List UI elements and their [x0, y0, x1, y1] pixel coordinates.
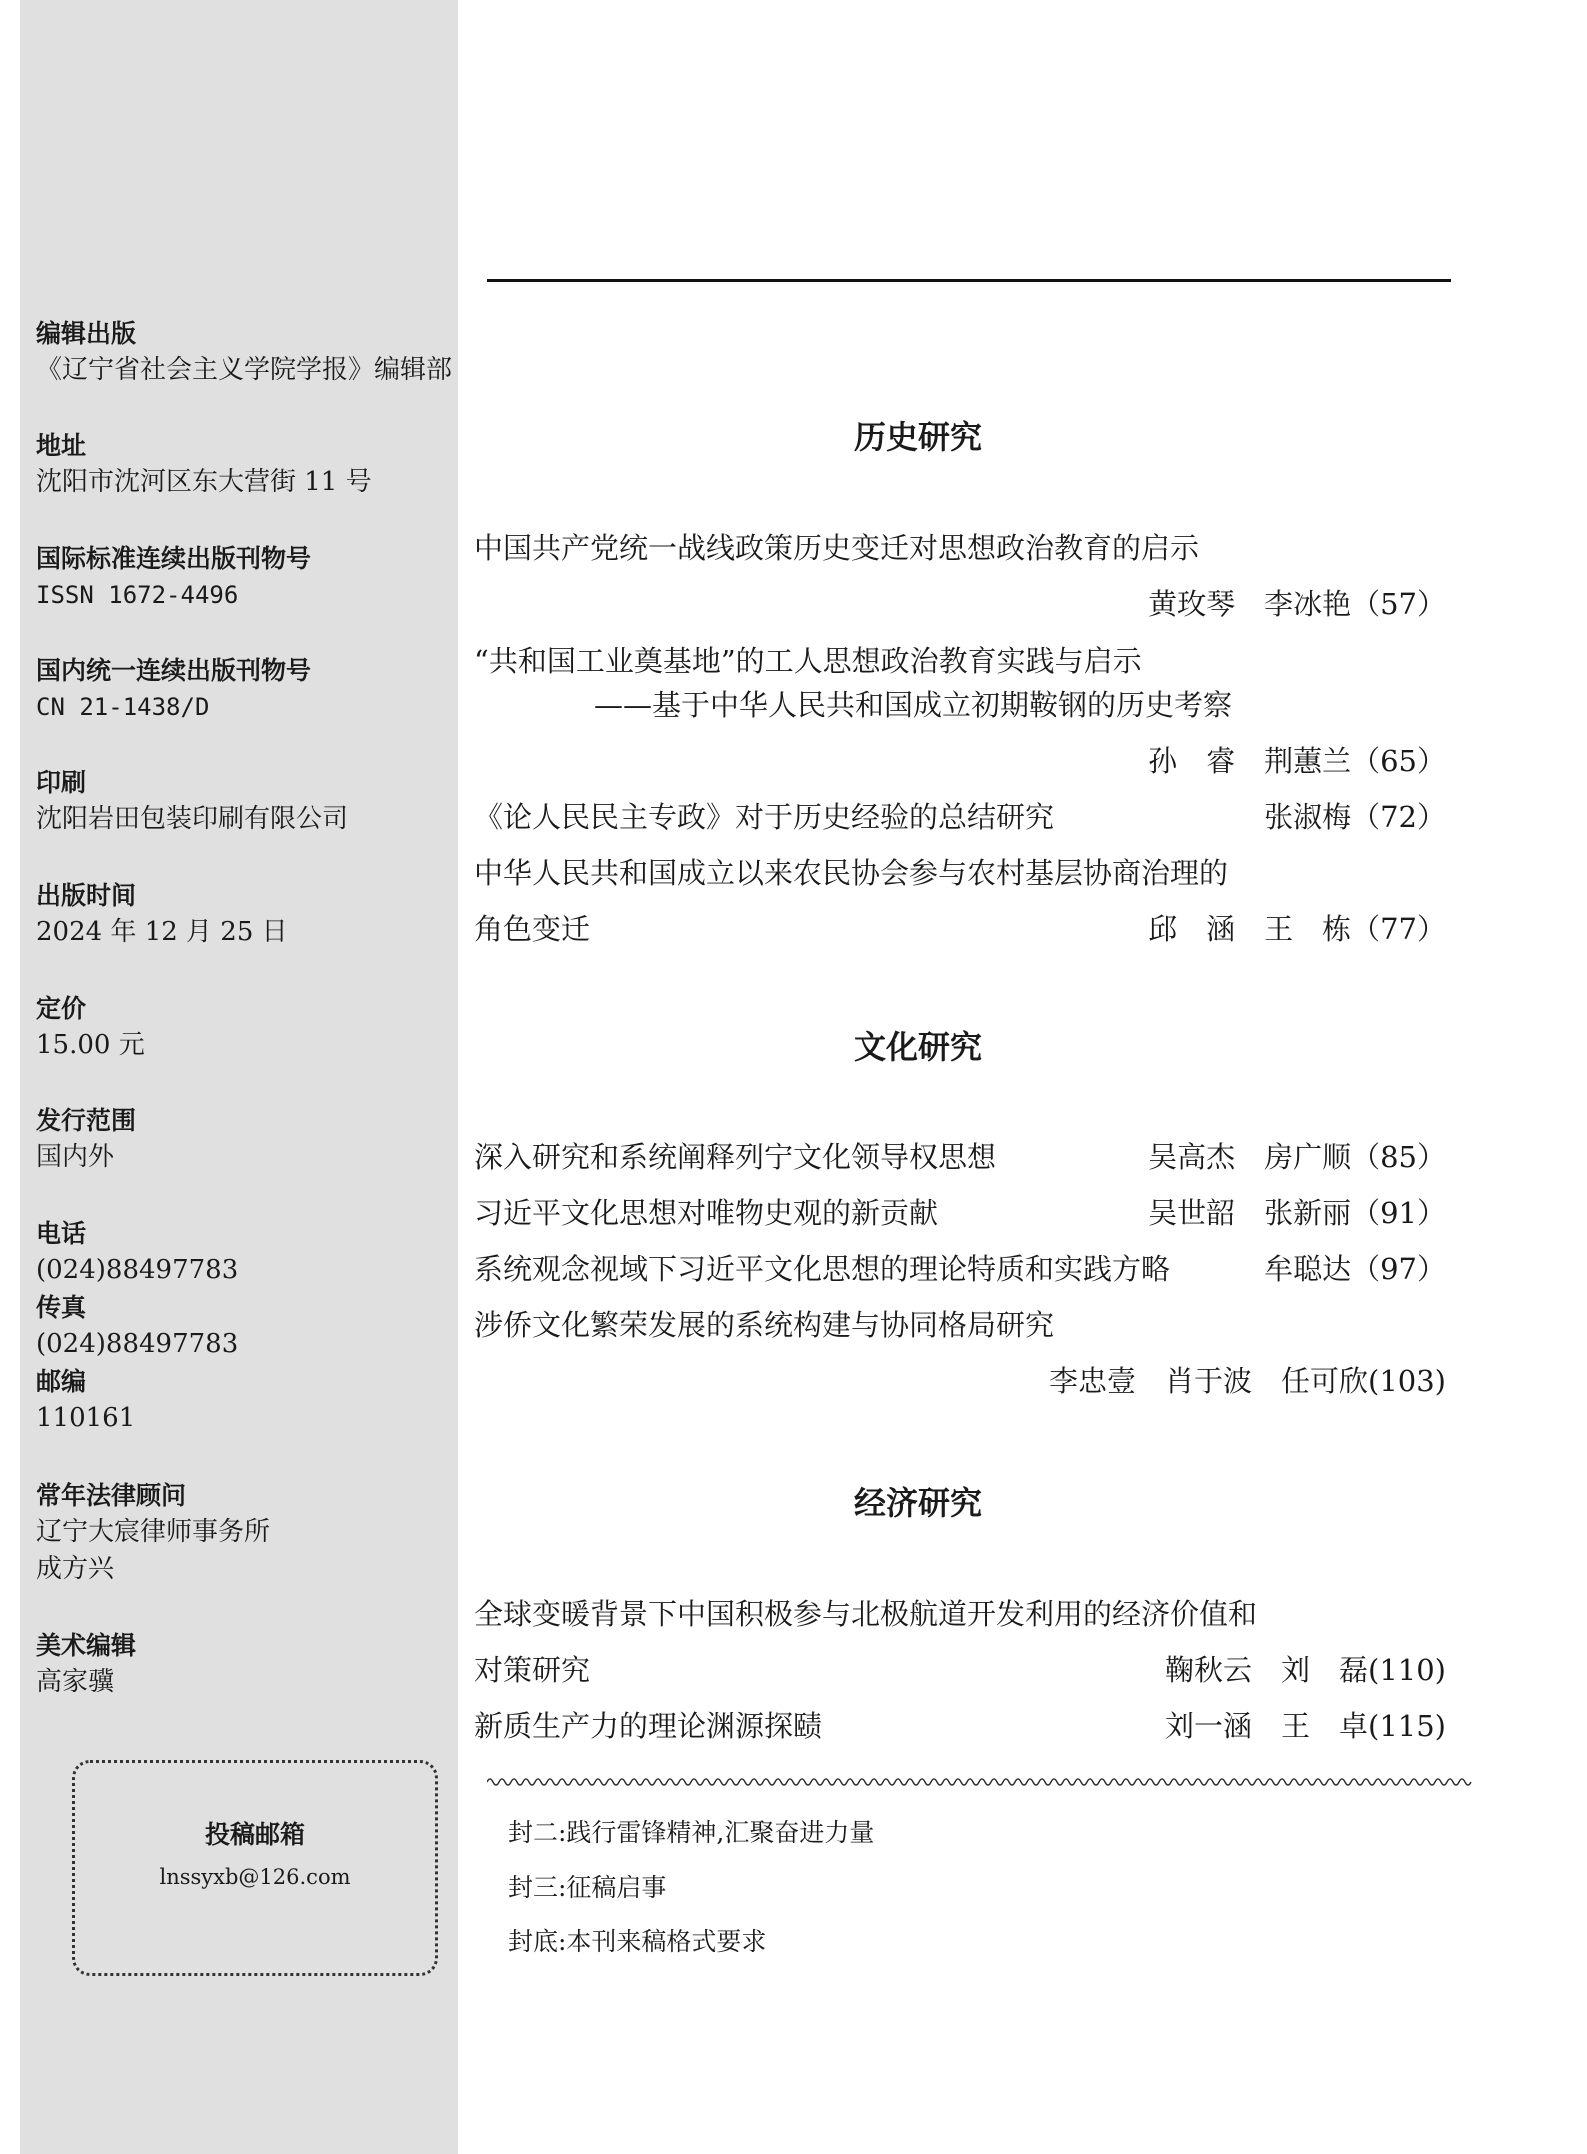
- submission-title: 投稿邮箱: [204, 1820, 305, 1849]
- toc-authors: 鞠秋云 刘 磊(110): [1165, 1653, 1446, 1687]
- toc-entry-cont: [474, 909, 1446, 949]
- toc-authors: 黄玫琴 李冰艳（57）: [1148, 587, 1446, 621]
- toc-title: 深入研究和系统阐释列宁文化领导权思想: [474, 1140, 997, 1174]
- toc-entry[interactable]: [474, 1249, 1446, 1289]
- cover-inside-front: 封二:践行雷锋精神,汇聚奋进力量: [508, 1818, 875, 1847]
- cover-inside-back: 封三:征稿启事: [508, 1873, 667, 1902]
- submission-email[interactable]: lnssyxb@126.com: [159, 1865, 351, 1889]
- toc-title: 中国共产党统一战线政策历史变迁对思想政治教育的启示: [474, 531, 1200, 565]
- toc-entry[interactable]: [474, 1193, 1446, 1233]
- art-block: [36, 1627, 136, 1701]
- price-value: 15.00 元: [36, 1030, 145, 1060]
- cover-back: 封底:本刊来稿格式要求: [508, 1927, 767, 1956]
- legal-block: [36, 1477, 270, 1588]
- cn-label: 国内统一连续出版刊物号: [36, 656, 312, 685]
- toc-entry-cont: [474, 1650, 1446, 1690]
- toc-authors: 牟聪达（97）: [1264, 1252, 1446, 1286]
- scope-block: [36, 1102, 136, 1176]
- issn-value: ISSN 1672-4496: [36, 581, 239, 609]
- toc-entry[interactable]: [474, 1594, 1446, 1634]
- toc-title: 中华人民共和国成立以来农民协会参与农村基层协商治理的: [474, 856, 1229, 890]
- toc-authors: 李忠壹 肖于波 任可欣(103): [1049, 1364, 1446, 1398]
- print-value: 沈阳岩田包装印刷有限公司: [36, 804, 349, 834]
- art-value: 高家骥: [36, 1667, 115, 1697]
- toc-title: 《论人民民主专政》对于历史经验的总结研究: [474, 800, 1055, 834]
- toc-entry-authors: [474, 741, 1446, 781]
- date-label: 出版时间: [36, 881, 137, 910]
- address-block: [36, 427, 372, 501]
- art-label: 美术编辑: [36, 1631, 137, 1660]
- toc-entry[interactable]: [474, 1706, 1446, 1746]
- toc-title: 习近平文化思想对唯物史观的新贡献: [474, 1196, 939, 1230]
- print-block: [36, 764, 348, 838]
- zip-value: 110161: [36, 1403, 136, 1433]
- fax-label: 传真: [36, 1293, 87, 1322]
- toc-title: 新质生产力的理论渊源探赜: [474, 1709, 823, 1743]
- toc-title: 涉侨文化繁荣发展的系统构建与协同格局研究: [474, 1308, 1055, 1342]
- toc-title-cont: 角色变迁: [474, 912, 591, 946]
- address-label: 地址: [36, 431, 87, 460]
- section-heading-culture: 文化研究: [853, 1028, 982, 1066]
- phone-value: (024)88497783: [36, 1255, 239, 1285]
- section-heading-history: 历史研究: [853, 418, 982, 456]
- scope-value: 国内外: [36, 1142, 115, 1172]
- toc-entry[interactable]: [474, 853, 1446, 893]
- toc-authors: 刘一涵 王 卓(115): [1165, 1709, 1446, 1743]
- submission-box: [72, 1760, 438, 1976]
- issn-label: 国际标准连续出版刊物号: [36, 544, 312, 573]
- print-label: 印刷: [36, 768, 87, 797]
- toc-subtitle: ——基于中华人民共和国成立初期鞍钢的历史考察: [594, 688, 1233, 722]
- fax-value: (024)88497783: [36, 1329, 239, 1359]
- price-block: [36, 990, 145, 1064]
- cn-value: CN 21-1438/D: [36, 693, 210, 721]
- zip-label: 邮编: [36, 1367, 87, 1396]
- toc-authors: 吴高杰 房广顺（85）: [1148, 1140, 1446, 1174]
- legal-name: 成方兴: [36, 1554, 115, 1584]
- toc-title: 系统观念视域下习近平文化思想的理论特质和实践方略: [474, 1252, 1171, 1286]
- publisher-label: 编辑出版: [36, 319, 137, 348]
- wavy-divider: [487, 1774, 1472, 1790]
- toc-entry-authors: [474, 1361, 1446, 1401]
- toc-authors: 张淑梅（72）: [1264, 800, 1446, 834]
- publisher-value: 《辽宁省社会主义学院学报》编辑部: [36, 355, 453, 385]
- cn-block: [36, 652, 311, 726]
- toc-title: “共和国工业奠基地”的工人思想政治教育实践与启示: [474, 644, 1142, 678]
- phone-label: 电话: [36, 1219, 87, 1248]
- toc-entry-authors: [474, 584, 1446, 624]
- toc-entry[interactable]: [474, 1305, 1446, 1345]
- toc-entry[interactable]: [474, 1137, 1446, 1177]
- legal-firm: 辽宁大宸律师事务所: [36, 1517, 271, 1547]
- toc-entry[interactable]: [474, 797, 1446, 837]
- issn-block: [36, 540, 311, 614]
- price-label: 定价: [36, 994, 87, 1023]
- toc-authors: 吴世韶 张新丽（91）: [1148, 1196, 1446, 1230]
- toc-title: 全球变暖背景下中国积极参与北极航道开发利用的经济价值和: [474, 1597, 1258, 1631]
- publisher-block: [36, 315, 452, 389]
- toc-entry-subtitle: [474, 685, 1446, 725]
- date-value: 2024 年 12 月 25 日: [36, 917, 288, 947]
- toc-entry[interactable]: [474, 641, 1446, 681]
- toc-title-cont: 对策研究: [474, 1653, 591, 1687]
- toc-authors: 孙 睿 荆蕙兰（65）: [1148, 744, 1446, 778]
- toc-authors: 邱 涵 王 栋（77）: [1148, 912, 1446, 946]
- legal-label: 常年法律顾问: [36, 1481, 187, 1510]
- toc-entry[interactable]: [474, 528, 1446, 568]
- date-block: [36, 877, 288, 951]
- section-heading-economy: 经济研究: [853, 1484, 982, 1522]
- top-rule: [487, 279, 1451, 282]
- scope-label: 发行范围: [36, 1106, 137, 1135]
- address-value: 沈阳市沈河区东大营街 11 号: [36, 467, 372, 497]
- contact-block: [36, 1215, 238, 1437]
